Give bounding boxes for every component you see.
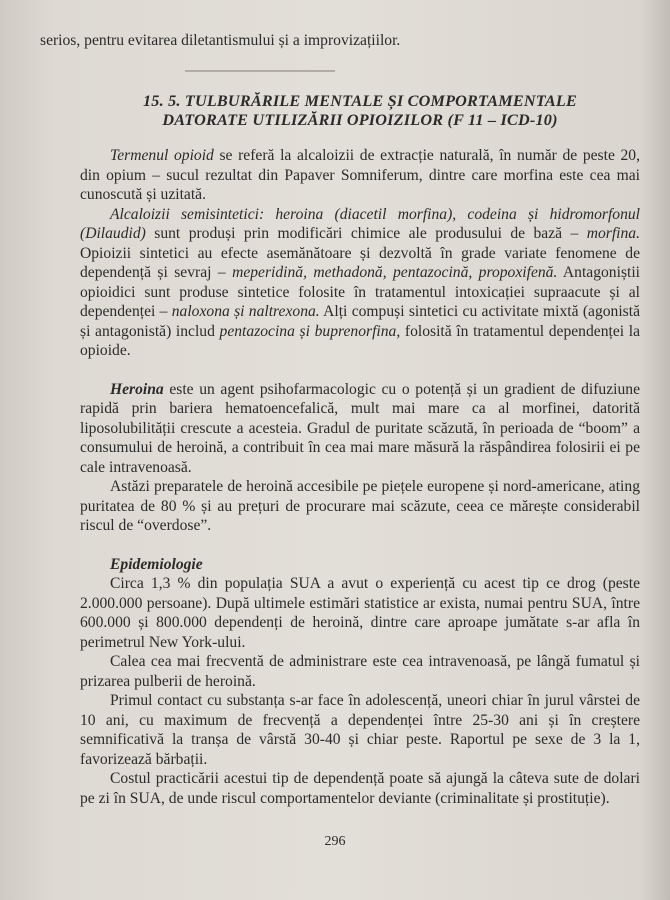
paragraph-7: Primul contact cu substanța s-ar face în adolescență, uneori chiar în jurul vârstei de 10 ani, cu maximum de frecvență a dependenței între 25-30 ani și în creștere semnificativă la tranșa de vârstă 30-40 și chiar peste. Raportul pe sexe de 3 la 1, favorizează bărbații.: [80, 692, 640, 768]
spacer: [80, 536, 640, 555]
spacer: [80, 361, 640, 380]
p2-d: Opioizii sintetici au efecte asemănătoare și dezvoltă în grade variate fenomene de dependență și sevraj –: [80, 244, 640, 281]
p1-rest: se referă la alcaloizii de extracție naturală, în număr de peste 20, din opium – sucul rezultat din Papaver Somniferum, dintre care morfina este cea mai cunoscută și uzitată.: [80, 147, 641, 203]
paragraph-2: [80, 205, 640, 361]
epidemiology-heading: Epidemiologie: [110, 555, 203, 573]
p2-i: pentazocina și buprenorfina,: [219, 322, 401, 340]
section-title: [80, 92, 640, 130]
section-title-line1: 15. 5. TULBURĂRILE MENTALE ȘI COMPORTAMENTALE: [143, 92, 577, 110]
p3-lead: Heroina: [110, 380, 164, 398]
paragraph-5: Circa 1,3 % din populația SUA a avut o experiență cu acest tip ce drog (peste 2.000.000 persoane). După ultimele estimări statistice ar exista, numai pentru SUA, între 600.000 și 800.000 dependenți de heroină, dintre care aproape jumătate s-ar afla în perimetrul New York-ului.: [80, 575, 640, 651]
body-text: [80, 146, 640, 808]
p3-rest: este un agent psihofarmacologic cu o potență și un gradient de difuziune rapidă prin bariera hematoencefalică, mult mai mare ca al morfinei, datorită liposolubilității crescute a acesteia. Gradul de puritate scăzută, în perioada de “boom” a consumului de heroină, a contribuit în cea mai mare măsură la răspândirea folosirii ei pe cale intravenoasă.: [80, 380, 640, 476]
paragraph-1: [80, 146, 640, 205]
top-line: serios, pentru evitarea diletantismului și a improvizațiilor.: [40, 32, 401, 49]
page-edge-shadow: [640, 0, 670, 900]
paragraph-3: [80, 380, 640, 478]
paragraph-4: Astăzi preparatele de heroină accesibile pe piețele europene și nord-americane, ating puritatea de 80 % și au prețuri de procurare mai scăzute, ceea ce mărește considerabil riscul de “overdose”.: [80, 478, 640, 534]
p2-a: Alcaloizii semisintetici: heroina (diacetil morfina), codeina și hidromorfonul (Dilaudid): [80, 205, 640, 242]
p1-lead: Termenul opioid: [110, 147, 214, 164]
paragraph-6: Calea cea mai frecventă de administrare este cea intravenoasă, pe lângă fumatul și prizarea pulberii de heroină.: [80, 653, 640, 690]
p2-g: naloxona și naltrexona.: [171, 303, 320, 320]
page-number: 296: [324, 834, 346, 849]
p2-h: Alți compuși sintetici cu activitate mixtă (agonistă și antagonistă) includ: [80, 303, 640, 340]
p2-e: meperidină, methadonă, pentazocină, propoxifenă.: [232, 264, 558, 281]
p2-j: folosită în tratamentul dependenței la opioide.: [80, 322, 640, 359]
paragraph-8: Costul practicării acestui tip de dependență poate să ajungă la câteva sute de dolari pe zi în SUA, de unde riscul comportamentelor deviante (criminalitate și prostituție).: [80, 770, 640, 807]
p2-f: Antagoniștii opioidici sunt produse sintetice folosite în tratamentul intoxicației supraacute și al dependenței –: [80, 264, 641, 320]
p2-b: sunt produși prin modificări chimice ale produsului de bază –: [145, 225, 587, 242]
p2-c: morfina.: [586, 225, 640, 242]
divider: [185, 70, 335, 72]
section-title-line2: DATORATE UTILIZĂRII OPIOIZILOR (F 11 – ICD-10): [162, 111, 558, 129]
